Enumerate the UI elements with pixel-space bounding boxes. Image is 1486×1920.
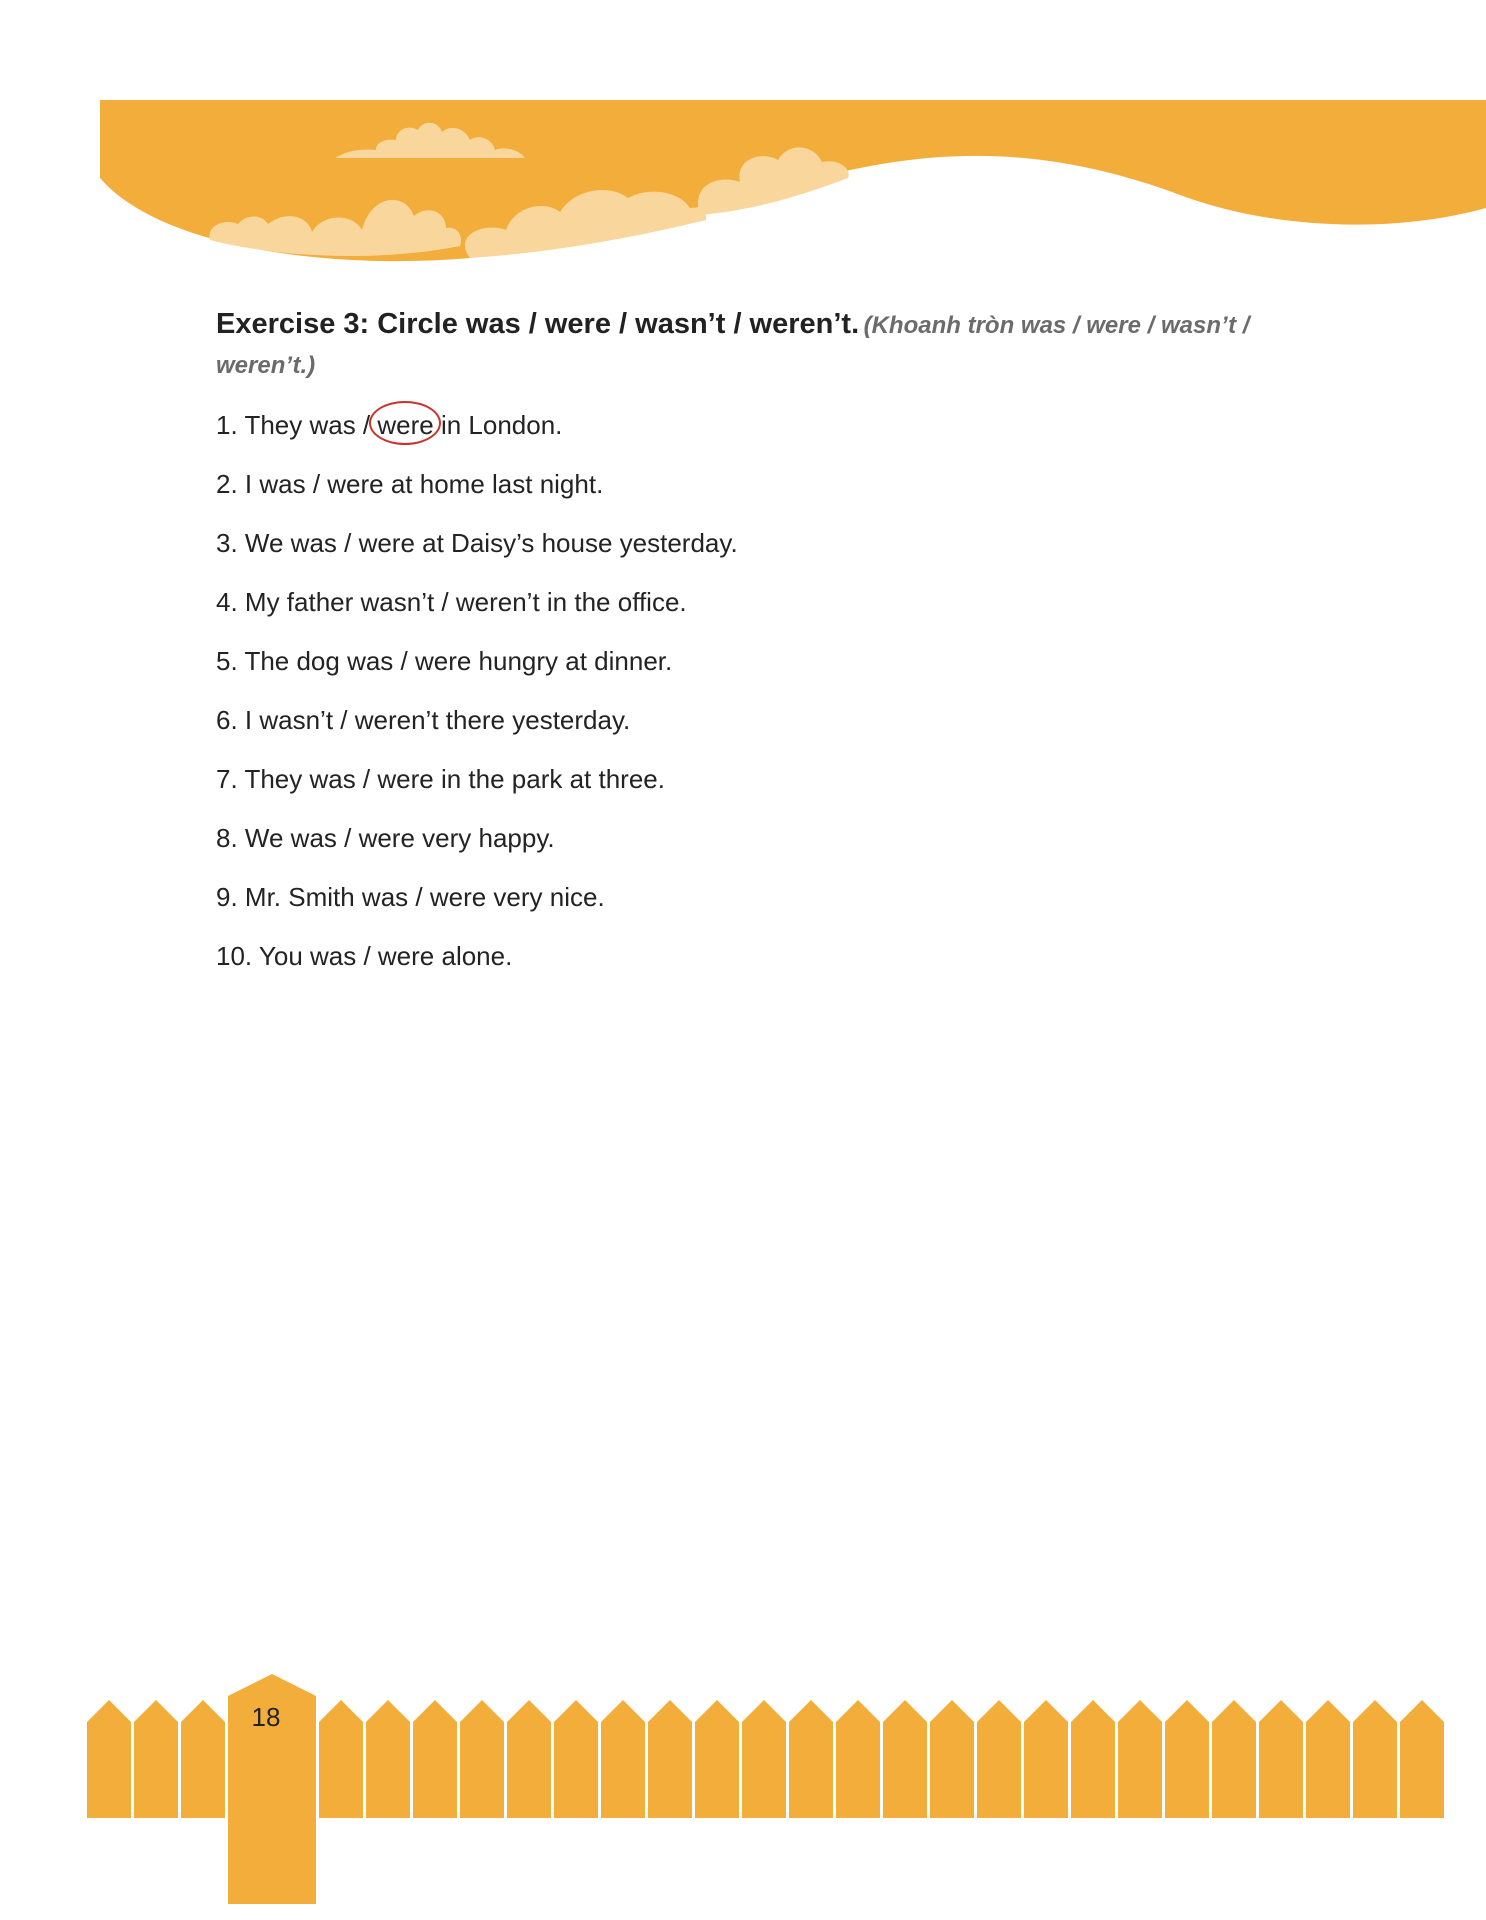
exercise-item-1: [216, 407, 1336, 466]
fence-picket: [460, 1700, 504, 1818]
item-1-answer: were: [377, 410, 434, 440]
page-number: 18: [251, 1702, 281, 1732]
exercise-item-4: 4. My father wasn’t / weren’t in the office.: [216, 587, 687, 617]
fence-picket: [789, 1700, 833, 1818]
exercise-item-8: 8. We was / were very happy.: [216, 823, 555, 853]
exercise-item-3: 3. We was / were at Daisy’s house yesterday.: [216, 528, 738, 558]
fence-picket: [1165, 1700, 1209, 1818]
fence-picket: [507, 1700, 551, 1818]
fence-picket: [1259, 1700, 1303, 1818]
exercise-heading: [216, 306, 1336, 387]
fence-picket: [1118, 1700, 1162, 1818]
answer-circle-mark: [369, 401, 441, 445]
exercise-item-5: 5. The dog was / were hungry at dinner.: [216, 646, 673, 676]
exercise-section: [216, 306, 1336, 997]
item-1-after: in London.: [433, 410, 563, 440]
exercise-item-7: 7. They was / were in the park at three.: [216, 764, 665, 794]
fence-picket: [601, 1700, 645, 1818]
fence-picket: [1212, 1700, 1256, 1818]
circled-answer: [377, 407, 433, 443]
fence-picket: [319, 1700, 363, 1818]
fence-picket: [181, 1700, 225, 1818]
fence-picket: [742, 1700, 786, 1818]
header-sky-illustration: [0, 0, 1486, 300]
exercise-item-10: 10. You was / were alone.: [216, 941, 513, 971]
fence-picket: [366, 1700, 410, 1818]
exercise-title: Exercise 3: Circle was / were / wasn’t / weren’t.: [216, 308, 860, 340]
fence-illustration: [0, 1660, 1486, 1920]
fence-picket: [836, 1700, 880, 1818]
fence-picket: [134, 1700, 178, 1818]
exercise-item-2: 2. I was / were at home last night.: [216, 469, 604, 499]
fence-picket: [883, 1700, 927, 1818]
fence-picket: [1353, 1700, 1397, 1818]
fence-picket: [413, 1700, 457, 1818]
fence-picket: [554, 1700, 598, 1818]
fence-picket: [1306, 1700, 1350, 1818]
fence-picket: [1400, 1700, 1444, 1818]
fence-picket: [1024, 1700, 1068, 1818]
fence-picket: [930, 1700, 974, 1818]
exercise-list: [216, 407, 1336, 997]
exercise-item-6: 6. I wasn’t / weren’t there yesterday.: [216, 705, 631, 735]
fence-picket: [87, 1700, 131, 1818]
fence-picket: [695, 1700, 739, 1818]
exercise-item-9: 9. Mr. Smith was / were very nice.: [216, 882, 605, 912]
item-1-before: 1. They was /: [216, 410, 378, 440]
fence-picket: [977, 1700, 1021, 1818]
exercise-translation: (Khoanh tròn was / were / wasn’t / weren’t.): [216, 312, 1250, 379]
fence-picket: [1071, 1700, 1115, 1818]
fence-picket: [648, 1700, 692, 1818]
